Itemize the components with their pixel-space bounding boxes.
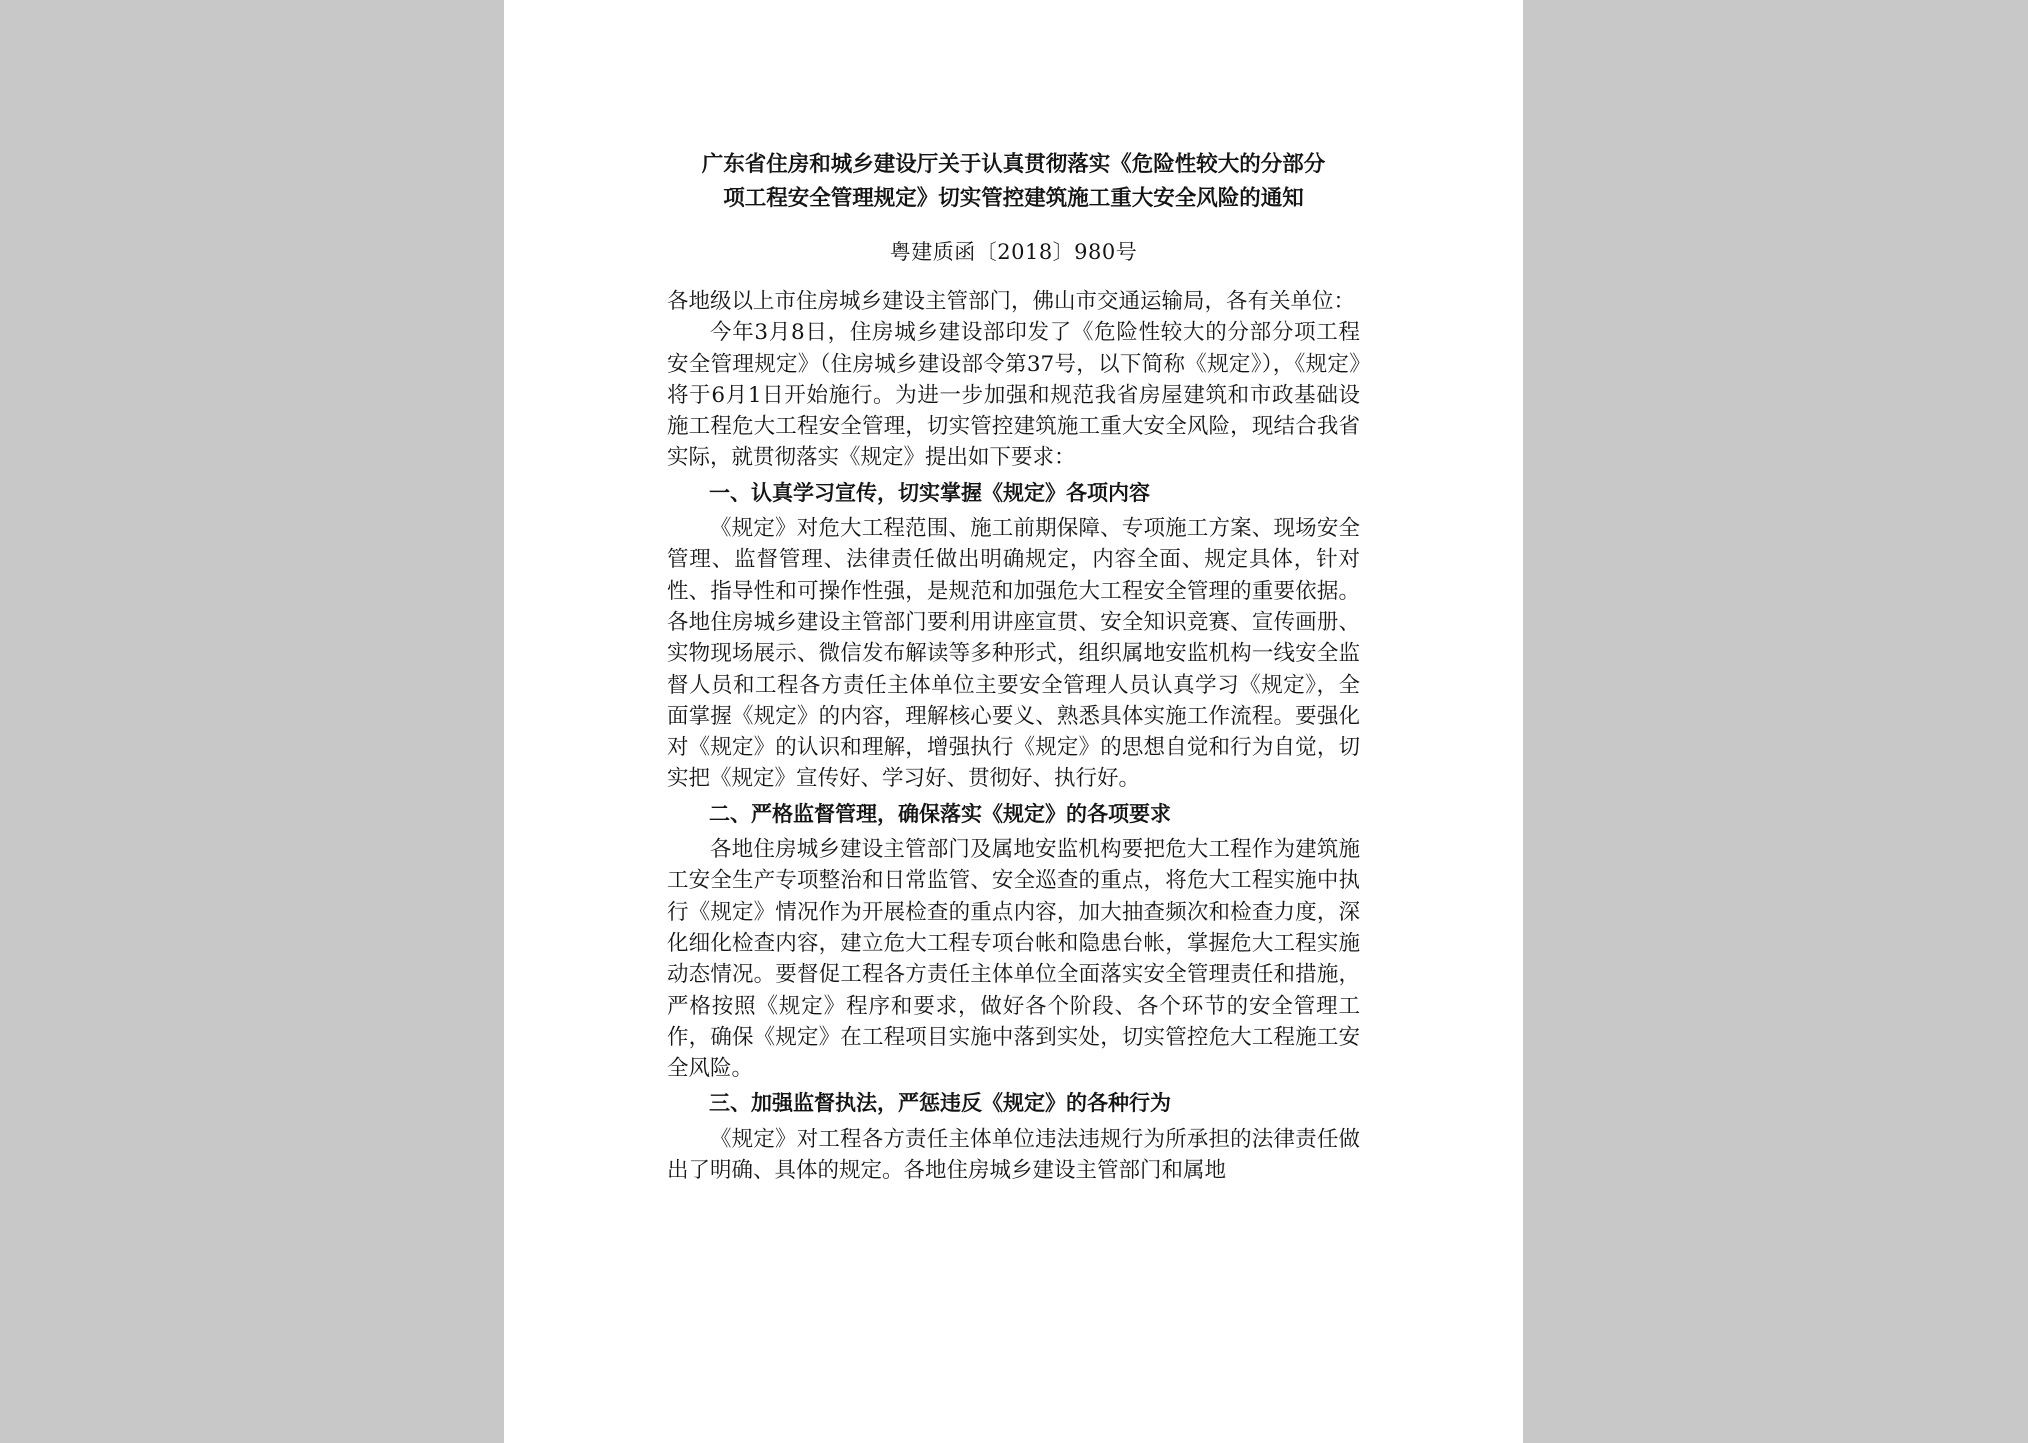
section-3-heading: 三、加强监督执法，严惩违反《规定》的各种行为 — [709, 1091, 1171, 1116]
section-2-heading: 二、严格监督管理，确保落实《规定》的各项要求 — [709, 801, 1171, 826]
document-page — [504, 0, 1523, 1443]
section-1-text: 《规定》对危大工程范围、施工前期保障、专项施工方案、现场安全管理、监督管理、法律责任做出明确规定，内容全面、规定具体，针对性、指导性和可操作性强，是规范和加强危大工程安全管理的重要依据。各地住房城乡建设主管部门要利用讲座宣贯、安全知识竞赛、宣传画册、实物现场展示、微信发布解读等多种形式，组织属地安监机构一线安全监督人员和工程各方责任主体单位主要安全管理人员认真学习《规定》，全面掌握《规定》的内容，理解核心要义、熟悉具体实施工作流程。要强化对《规定》的认识和理解，增强执行《规定》的思想自觉和行为自觉，切实把《规定》宣传好、学习好、贯彻好、执行好。 — [667, 516, 1360, 792]
section-2-text: 各地住房城乡建设主管部门及属地安监机构要把危大工程作为建筑施工安全生产专项整治和日常监管、安全巡查的重点，将危大工程实施中执行《规定》情况作为开展检查的重点内容，加大抽查频次和检查力度，深化细化检查内容，建立危大工程专项台帐和隐患台帐，掌握危大工程实施动态情况。要督促工程各方责任主体单位全面落实安全管理责任和措施，严格按照《规定》程序和要求，做好各个阶段、各个环节的安全管理工作，确保《规定》在工程项目实施中落到实处，切实管控危大工程施工安全风险。 — [667, 837, 1360, 1082]
addressee: 各地级以上市住房城乡建设主管部门，佛山市交通运输局，各有关单位： — [667, 289, 1356, 314]
title-line-1: 广东省住房和城乡建设厅关于认真贯彻落实《危险性较大的分部分 — [701, 152, 1326, 177]
title-line-2: 项工程安全管理规定》切实管控建筑施工重大安全风险的通知 — [723, 186, 1304, 211]
document-number: 粤建质函〔2018〕980号 — [889, 240, 1138, 264]
intro-paragraph: 今年3月8日，住房城乡建设部印发了《危险性较大的分部分项工程安全管理规定》（住房城乡建设部令第37号，以下简称《规定》），《规定》将于6月1日开始施行。为进一步加强和规范我省房屋建筑和市政基础设施工程危大工程安全管理，切实管控建筑施工重大安全风险，现结合我省实际，就贯彻落实《规定》提出如下要求： — [667, 320, 1360, 471]
section-3-text: 《规定》对工程各方责任主体单位违法违规行为所承担的法律责任做出了明确、具体的规定。各地住房城乡建设主管部门和属地 — [667, 1126, 1360, 1184]
document-body — [667, 286, 1360, 1186]
section-1-heading: 一、认真学习宣传，切实掌握《规定》各项内容 — [709, 480, 1150, 505]
document-title — [667, 148, 1360, 216]
